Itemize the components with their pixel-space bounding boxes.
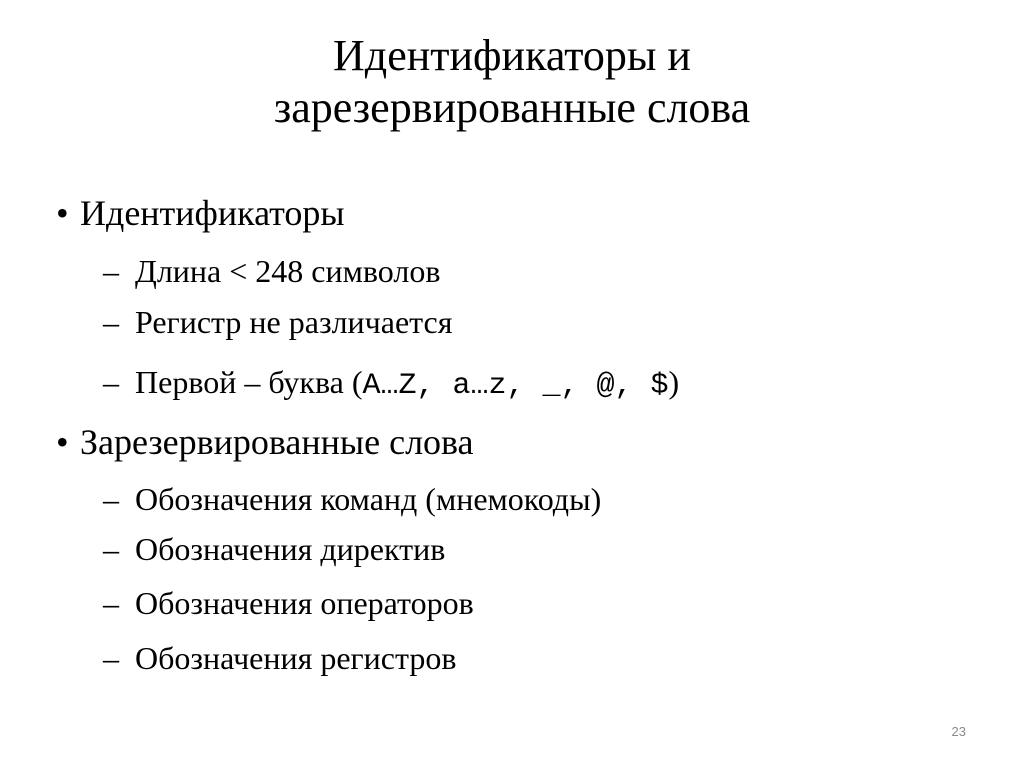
sub-item-length [103, 253, 440, 289]
sub-item-text: Длина < 248 символов [135, 253, 441, 289]
bullet-icon: • [56, 193, 69, 233]
sub-item-text: Регистр не различается [135, 304, 453, 340]
dash-icon: – [103, 640, 119, 676]
dash-icon: – [103, 253, 119, 289]
sub-item-text: Обозначения директив [135, 531, 446, 567]
page-number: 23 [951, 724, 966, 739]
title-line-2: зарезервированные слова [273, 83, 751, 132]
slide-title [0, 30, 1024, 134]
bullet-icon: • [56, 422, 69, 462]
sub-item-registers [103, 640, 456, 676]
sub-item-directives [103, 531, 445, 567]
bullet-identifiers [56, 193, 345, 233]
sub-item-text: Обозначения команд (мнемокоды) [135, 481, 602, 517]
sub-item-text: Обозначения операторов [135, 585, 474, 621]
allowed-chars: A…Z, a…z, _, @, $ [362, 369, 669, 403]
sub-item-text: Обозначения регистров [135, 640, 457, 676]
dash-icon: – [103, 364, 119, 400]
bullet-label: Зарезервированные слова [80, 422, 474, 462]
title-line-1: Идентификаторы и [333, 31, 691, 80]
sub-item-prefix: Первой – буква ( [135, 364, 363, 400]
bullet-reserved-words [56, 422, 474, 462]
sub-item-commands [103, 481, 601, 517]
bullet-label: Идентификаторы [80, 193, 345, 233]
dash-icon: – [103, 481, 119, 517]
sub-item-suffix: ) [668, 364, 680, 400]
dash-icon: – [103, 585, 119, 621]
sub-item-first-char [103, 364, 679, 404]
sub-item-operators [103, 585, 474, 621]
dash-icon: – [103, 304, 119, 340]
dash-icon: – [103, 531, 119, 567]
sub-item-case [103, 304, 452, 340]
